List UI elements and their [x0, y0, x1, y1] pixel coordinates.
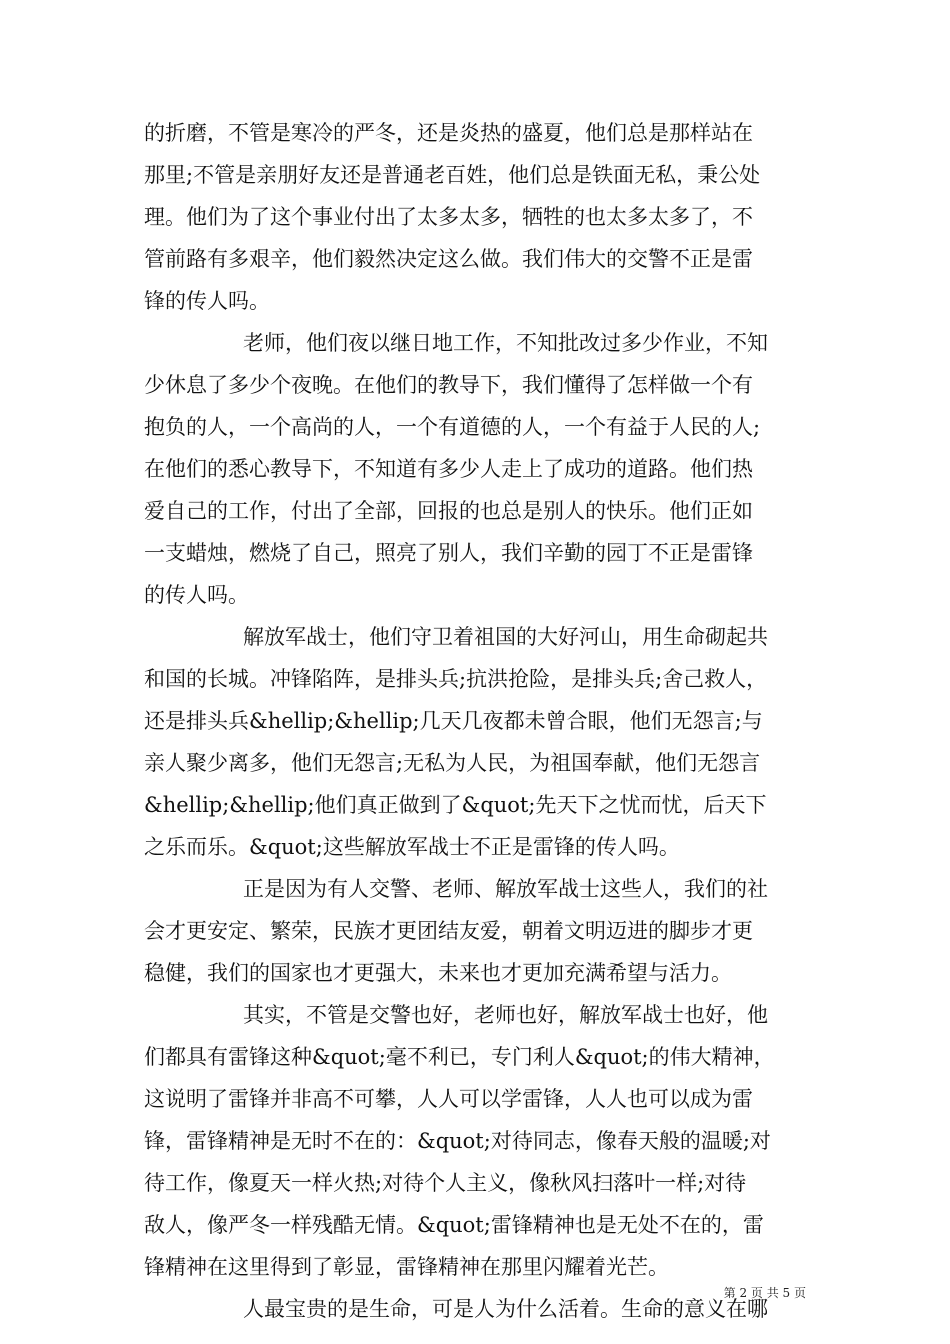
text-line: 在他们的悉心教导下，不知道有多少人走上了成功的道路。他们热 [144, 457, 753, 481]
text-line: 还是排头兵&hellip;&hellip;几天几夜都未曾合眼，他们无怨言;与 [144, 709, 763, 733]
paragraph-start-life: 人最宝贵的是生命，可是人为什么活着。生命的意义在哪 [243, 1297, 768, 1321]
text-line: 敌人，像严冬一样残酷无情。&quot;雷锋精神也是无处不在的，雷 [144, 1213, 764, 1237]
text-line: 锋，雷锋精神是无时不在的：&quot;对待同志，像春天般的温暖;对 [144, 1129, 771, 1153]
body-text [144, 112, 816, 1330]
page-number: 第 2 页 共 5 页 [723, 1286, 806, 1300]
text-line: 之乐而乐。&quot;这些解放军战士不正是雷锋的传人吗。 [144, 835, 680, 859]
text-line: 少休息了多少个夜晚。在他们的教导下，我们懂得了怎样做一个有 [144, 373, 753, 397]
text-line: 亲人聚少离多，他们无怨言;无私为人民，为祖国奉献，他们无怨言 [144, 751, 761, 775]
paragraph-start-leifeng-spirit: 其实，不管是交警也好，老师也好，解放军战士也好，他 [243, 1003, 768, 1027]
text-line: 和国的长城。冲锋陷阵，是排头兵;抗洪抢险，是排头兵;舍己救人， [144, 667, 768, 691]
paragraph-start-society: 正是因为有人交警、老师、解放军战士这些人，我们的社 [243, 877, 768, 901]
text-line: 一支蜡烛，燃烧了自己，照亮了别人，我们辛勤的园丁不正是雷锋 [144, 541, 753, 565]
text-line: 锋的传人吗。 [144, 289, 270, 313]
text-line: 爱自己的工作，付出了全部，回报的也总是别人的快乐。他们正如 [144, 499, 753, 523]
text-line: 会才更安定、繁荣，民族才更团结友爱，朝着文明迈进的脚步才更 [144, 919, 753, 943]
text-line: 的传人吗。 [144, 583, 249, 607]
text-line: 这说明了雷锋并非高不可攀，人人可以学雷锋，人人也可以成为雷 [144, 1087, 753, 1111]
text-line: 抱负的人，一个高尚的人，一个有道德的人，一个有益于人民的人; [144, 415, 761, 439]
text-line: &hellip;&hellip;他们真正做到了&quot;先天下之忧而忧，后天下 [144, 793, 767, 817]
paragraph-start-soldiers: 解放军战士，他们守卫着祖国的大好河山，用生命砌起共 [243, 625, 768, 649]
text-line: 稳健，我们的国家也才更强大，未来也才更加充满希望与活力。 [144, 961, 732, 985]
text-line: 待工作，像夏天一样火热;对待个人主义，像秋风扫落叶一样;对待 [144, 1171, 747, 1195]
text-line: 锋精神在这里得到了彰显，雷锋精神在那里闪耀着光芒。 [144, 1255, 669, 1279]
paragraph-start-teachers: 老师，他们夜以继日地工作，不知批改过多少作业，不知 [243, 331, 768, 355]
text-line: 那里;不管是亲朋好友还是普通老百姓，他们总是铁面无私，秉公处 [144, 163, 761, 187]
text-line: 管前路有多艰辛，他们毅然决定这么做。我们伟大的交警不正是雷 [144, 247, 753, 271]
text-line: 理。他们为了这个事业付出了太多太多，牺牲的也太多太多了，不 [144, 205, 753, 229]
text-line: 的折磨，不管是寒冷的严冬，还是炎热的盛夏，他们总是那样站在 [144, 121, 753, 145]
text-line: 们都具有雷锋这种&quot;毫不利已，专门利人&quot;的伟大精神， [144, 1045, 775, 1069]
